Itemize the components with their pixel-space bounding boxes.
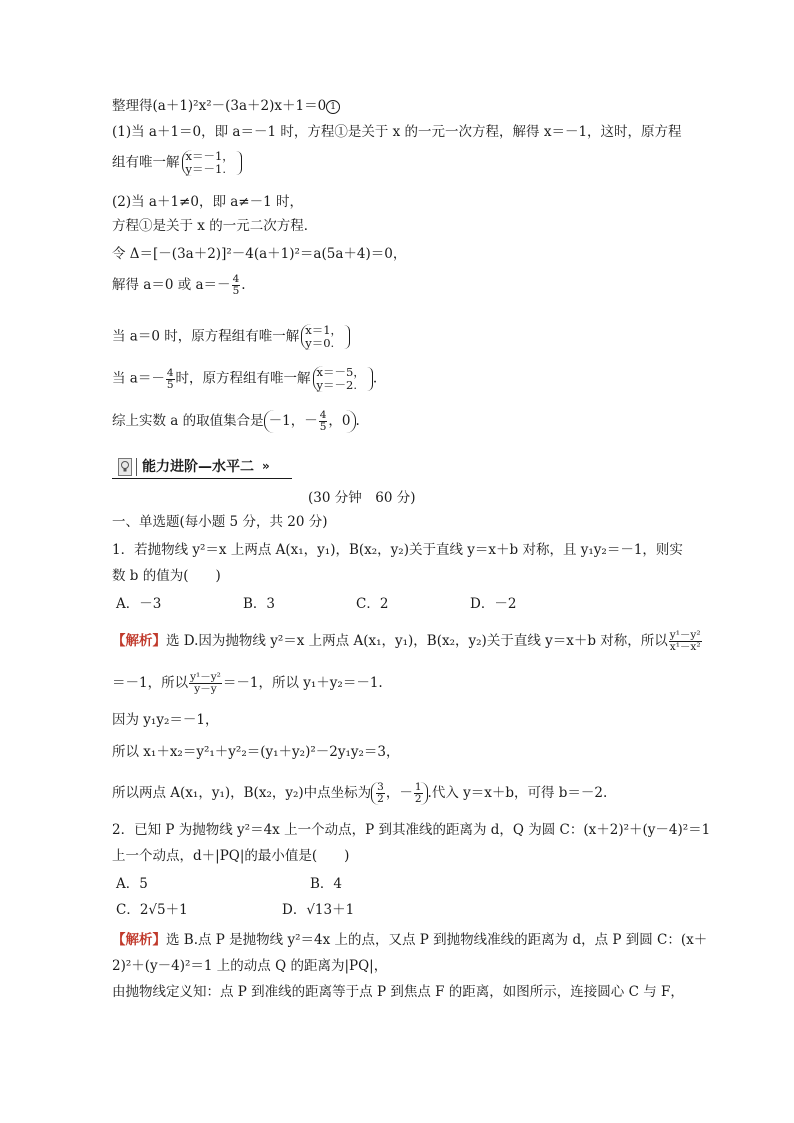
q2-analysis-line-2: 2)²＋(y－4)²＝1 上的动点 Q 的距离为|PQ|， <box>112 958 388 974</box>
unique-solution-line-1: 组有唯一解 x＝－1， y＝－1. <box>112 150 242 176</box>
q1-stem-line-2: 数 b 的值为( ) <box>112 568 221 584</box>
lightbulb-icon <box>118 458 132 476</box>
equation-system: x＝－5， y＝－2. <box>313 366 365 392</box>
quadratic-line: 方程①是关于 x 的一元二次方程． <box>112 218 318 234</box>
fraction: $\frac{4}{5}$ <box>166 366 174 391</box>
equation-system: x＝－1， y＝－1. <box>182 150 234 176</box>
q1-option-a: A．－3 <box>116 596 162 612</box>
fraction: $\frac{\text{y¹－y²}}{y-y}$ <box>190 671 221 695</box>
a-neg-four-fifths-line: 当 a＝－ $\frac{4}{5}$ 时，原方程组有唯一解 x＝－5， y＝－2. . <box>112 365 378 392</box>
q1-stem-line-1: 1．若抛物线 y²＝x 上两点 A(x₁，y₁)，B(x₂，y₂)关于直线 y＝x＋b 对称，且 y₁y₂＝－1，则实 <box>112 542 683 558</box>
a-zero-line: 当 a＝0 时，原方程组有唯一解 x＝1， y＝0. <box>112 324 350 350</box>
equation-line: 整理得(a＋1)²x²－(3a＋2)x＋1＝0 1 <box>112 96 340 116</box>
midpoint-coordinates: $\frac{3}{2}$ ，－ $\frac{1}{2}$ <box>371 782 427 805</box>
q2-analysis-line-1: 【解析】选 B.点 P 是抛物线 y²＝4x 上的点，又点 P 到抛物线准线的距离为 d，点 P 到圆 C：(x＋ <box>112 932 708 948</box>
discriminant-line: 令 Δ＝[－(3a＋2)]²－4(a＋1)²＝a(5a＋4)＝0， <box>112 246 407 262</box>
fraction: $\frac{4}{5}$ <box>232 273 240 297</box>
conclusion-line: 综上实数 a 的取值集合是 －1，－ $\frac{4}{5}$ ，0 . <box>112 409 360 433</box>
equation-system: x＝1， y＝0. <box>301 324 342 350</box>
section-title: 能力进阶—水平二 <box>142 459 254 475</box>
q2-analysis-line-3: 由抛物线定义知：点 P 到准线的距离等于点 P 到焦点 F 的距离，如图所示，连接圆心 C 与 F， <box>112 984 684 1000</box>
q1-analysis-line-3: 因为 y₁y₂＝－1， <box>112 712 219 728</box>
chevron-right-icon: » <box>262 459 270 473</box>
q1-option-c: C．2 <box>356 596 389 612</box>
fraction: $\frac{\text{y¹－y²}}{\text{x¹－x²}}$ <box>669 629 701 653</box>
circled-number: 1 <box>326 100 340 114</box>
q2-stem-line-1: 2．已知 P 为抛物线 y²＝4x 上一个动点，P 到其准线的距离为 d，Q 为圆 C：(x＋2)²＋(y－4)²＝1 <box>112 822 711 838</box>
section-heading <box>112 456 682 480</box>
q2-stem-line-2: 上一个动点，d＋|PQ|的最小值是( ) <box>112 848 350 864</box>
q1-analysis-line-5: 所以两点 A(x₁，y₁)，B(x₂，y₂)中点坐标为 $\frac{3}{2}$ ，－ $\frac{1}{2}$ .代入 y＝x＋b，可得 b＝－2. <box>112 781 608 805</box>
analysis-tag: 【解析】 <box>112 932 166 948</box>
q2-option-b: B．4 <box>310 876 343 892</box>
q1-analysis-line-4: 所以 x₁＋x₂＝y²₁＋y²₂＝(y₁＋y₂)²－2y₁y₂＝3， <box>112 744 400 760</box>
q2-option-a: A．5 <box>116 876 148 892</box>
solution-set: －1，－ $\frac{4}{5}$ ，0 <box>264 410 356 433</box>
part-heading: 一、单选题(每小题 5 分，共 20 分) <box>112 514 328 530</box>
analysis-tag: 【解析】 <box>112 633 166 649</box>
case-1-line: (1)当 a＋1＝0，即 a＝－1 时，方程①是关于 x 的一元一次方程，解得 x＝－1，这时，原方程 <box>112 124 682 140</box>
q2-option-c: C．2√5＋1 <box>116 902 188 918</box>
case-2-line: (2)当 a＋1≠0，即 a≠－1 时， <box>112 194 303 210</box>
time-score: (30 分钟 60 分) <box>308 490 416 506</box>
q1-analysis-line-2: ＝－1，所以 $\frac{\text{y¹－y²}}{y-y}$ ＝－1，所以 y₁＋y₂＝－1. <box>112 671 383 695</box>
q2-option-d: D．√13＋1 <box>282 902 355 918</box>
q1-option-b: B．3 <box>243 596 276 612</box>
q1-analysis-line-1: 【解析】选 D.因为抛物线 y²＝x 上两点 A(x₁，y₁)，B(x₂，y₂)关于直线 y＝x＋b 对称，所以 $\frac{\text{y¹－y²}}{\text{x¹－x²}}$ <box>112 629 701 653</box>
solve-a-line: 解得 a＝0 或 a＝－ $\frac{4}{5}$ . <box>112 273 246 297</box>
q1-option-d: D．－2 <box>470 596 517 612</box>
